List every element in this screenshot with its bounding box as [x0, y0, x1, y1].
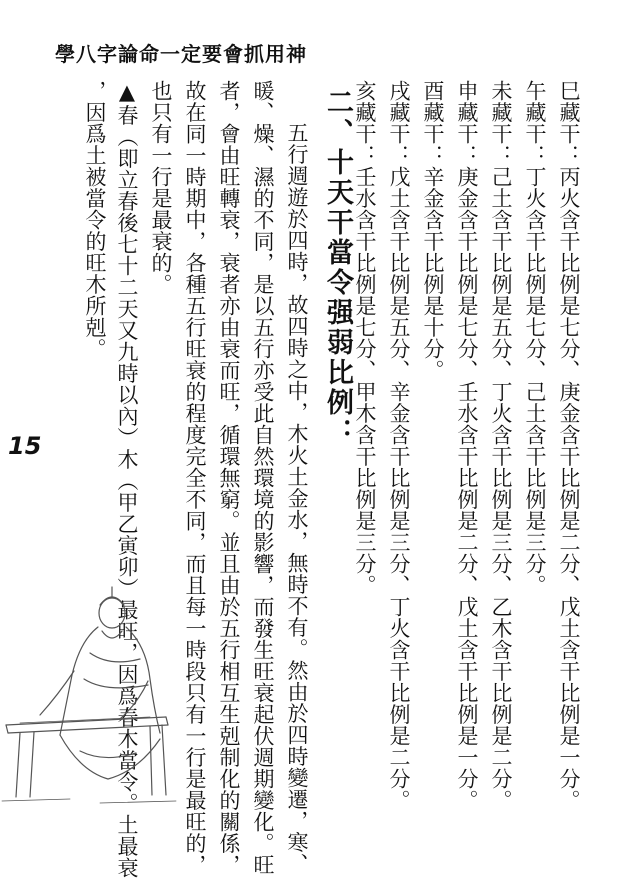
body-line-7: ，因爲土被當令的旺木所剋。	[83, 80, 107, 360]
page-number: 15	[8, 432, 42, 460]
body-line-1: 五行週遊於四時，故四時之中，木火土金水，無時不有。然由於四時變遷，寒、	[285, 122, 309, 875]
table-line-you: 酉藏干：辛金含干比例是十分。	[421, 80, 445, 381]
body-line-5: 也只有一行是最衰的。	[149, 80, 173, 295]
table-line-shen: 申藏干：庚金含干比例是七分、壬水含干比例是二分、戊土含干比例是一分。	[455, 80, 479, 811]
body-line-4: 故在同一時期中，各種五行旺衰的程度完全不同，而且每一時段只有一行是最旺的，	[183, 80, 207, 876]
body-line-3: 者，會由旺轉衰，衰者亦由衰而旺，循環無窮。並且由於五行相互生剋制化的關係，	[217, 80, 241, 876]
running-header: 學八字論命一定要會抓用神	[55, 42, 307, 66]
table-line-si: 巳藏干：丙火含干比例是七分、庚金含干比例是二分、戊土含干比例是一分。	[557, 80, 581, 811]
table-line-hai: 亥藏干：壬水含干比例是七分、甲木含干比例是三分。	[353, 80, 377, 596]
scholar-illustration	[0, 575, 180, 815]
table-line-xu: 戌藏干：戊土含干比例是五分、辛金含干比例是三分、丁火含干比例是二分。	[387, 80, 411, 811]
body-line-6: ▲春（即立春後七十二天又九時以內）木（甲乙寅卯）最旺，因爲春木當令。土最衰	[115, 80, 139, 879]
table-line-wu: 午藏干：丁火含干比例是七分、己土含干比例是三分。	[523, 80, 547, 596]
body-line-2: 暖、燥、濕的不同，是以五行亦受此自然環境的影響，而發生旺衰起伏週期變化。旺	[251, 80, 275, 876]
table-line-wei: 未藏干：己土含干比例是五分、丁火含干比例是三分、乙木含干比例是二分。	[489, 80, 513, 811]
section-heading: 二、十天干當令强弱比例：	[322, 88, 353, 448]
